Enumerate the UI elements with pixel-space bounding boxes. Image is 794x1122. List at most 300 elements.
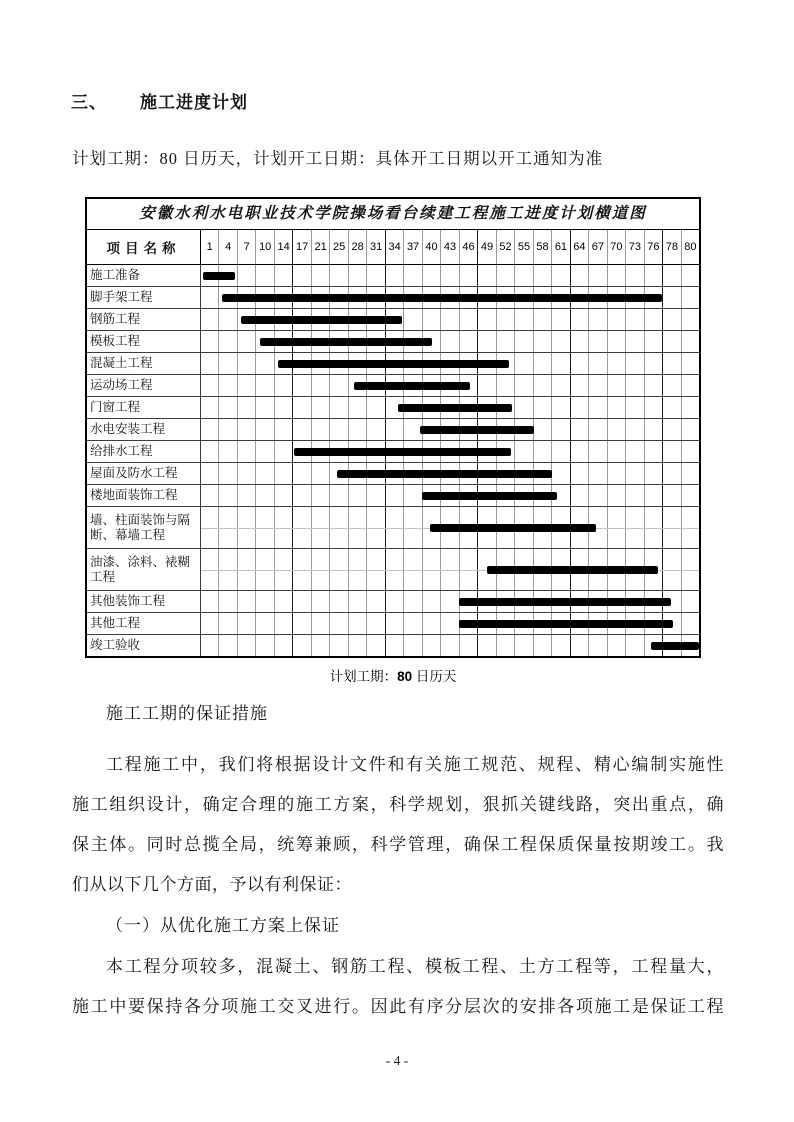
grid-cell bbox=[218, 441, 236, 462]
grid-cell bbox=[477, 331, 495, 352]
gantt-bar-area bbox=[201, 265, 699, 286]
caption-suffix: 日历天 bbox=[412, 669, 457, 684]
grid-cell bbox=[366, 591, 384, 612]
grid-cell bbox=[366, 265, 384, 286]
grid-cell bbox=[440, 635, 458, 656]
grid-cell bbox=[551, 309, 569, 330]
day-tick-label: 52 bbox=[496, 230, 514, 264]
grid-cell bbox=[255, 635, 273, 656]
grid-cell bbox=[201, 397, 218, 418]
grid-cell bbox=[625, 419, 643, 440]
day-tick-label: 73 bbox=[625, 230, 643, 264]
grid-cell bbox=[201, 613, 218, 634]
grid-cell bbox=[201, 375, 218, 396]
grid-cell bbox=[570, 353, 588, 374]
gantt-bar bbox=[260, 338, 432, 346]
task-label: 给排水工程 bbox=[87, 441, 201, 462]
gantt-bar bbox=[459, 620, 673, 628]
grid-cell bbox=[274, 397, 292, 418]
grid-cell bbox=[403, 613, 421, 634]
grid-cell bbox=[274, 441, 292, 462]
grid-cell bbox=[274, 485, 292, 506]
grid-cell bbox=[570, 419, 588, 440]
day-tick-label: 80 bbox=[681, 230, 699, 264]
grid-cell bbox=[237, 265, 255, 286]
grid-cell bbox=[329, 613, 347, 634]
grid-cell bbox=[292, 635, 310, 656]
grid-cell bbox=[292, 265, 310, 286]
grid-cell bbox=[570, 397, 588, 418]
grid-cell bbox=[496, 635, 514, 656]
task-label: 其他工程 bbox=[87, 613, 201, 634]
grid-cell bbox=[385, 591, 403, 612]
grid-cell bbox=[607, 309, 625, 330]
grid-cell bbox=[292, 463, 310, 484]
gantt-task-row bbox=[87, 506, 699, 548]
grid-cell bbox=[607, 353, 625, 374]
grid-cell bbox=[385, 419, 403, 440]
grid-cell bbox=[237, 397, 255, 418]
grid-cell bbox=[662, 397, 680, 418]
grid-cell bbox=[237, 591, 255, 612]
grid-cell bbox=[403, 265, 421, 286]
gantt-bar-area bbox=[201, 635, 699, 656]
gantt-bar-area bbox=[201, 287, 699, 308]
grid-cell bbox=[366, 485, 384, 506]
gantt-bar bbox=[241, 316, 402, 324]
grid-cell bbox=[422, 265, 440, 286]
grid-cell bbox=[440, 265, 458, 286]
grid-cell bbox=[662, 463, 680, 484]
task-label: 墙、柱面装饰与隔断、幕墙工程 bbox=[87, 507, 201, 548]
grid-cell bbox=[311, 397, 329, 418]
grid-cell bbox=[662, 375, 680, 396]
grid-cell bbox=[681, 613, 699, 634]
task-label: 施工准备 bbox=[87, 265, 201, 286]
grid-cell bbox=[255, 485, 273, 506]
task-label: 水电安装工程 bbox=[87, 419, 201, 440]
grid-cell bbox=[218, 463, 236, 484]
grid-cell bbox=[588, 485, 606, 506]
grid-cell bbox=[570, 331, 588, 352]
grid-cell bbox=[496, 375, 514, 396]
day-tick-label: 34 bbox=[385, 230, 403, 264]
grid-cell bbox=[459, 635, 477, 656]
day-tick-label: 58 bbox=[533, 230, 551, 264]
grid-cell bbox=[366, 635, 384, 656]
grid-cell bbox=[570, 441, 588, 462]
grid-cell bbox=[366, 419, 384, 440]
grid-cell bbox=[625, 375, 643, 396]
grid-cell bbox=[255, 613, 273, 634]
grid-cell bbox=[607, 375, 625, 396]
section-title: 施工进度计划 bbox=[140, 93, 248, 112]
grid-cell bbox=[274, 635, 292, 656]
grid-cell bbox=[514, 353, 532, 374]
grid-cell bbox=[237, 635, 255, 656]
gantt-caption bbox=[85, 665, 701, 685]
grid-cell bbox=[201, 591, 218, 612]
grid-cell bbox=[625, 309, 643, 330]
grid-cell bbox=[385, 635, 403, 656]
task-label: 竣工验收 bbox=[87, 635, 201, 656]
grid-cell bbox=[681, 331, 699, 352]
grid-cell bbox=[514, 441, 532, 462]
grid-cell bbox=[625, 397, 643, 418]
grid-cell bbox=[588, 441, 606, 462]
grid-cell bbox=[681, 287, 699, 308]
gantt-task-row bbox=[87, 634, 699, 656]
gantt-task-row bbox=[87, 612, 699, 634]
day-tick-label: 7 bbox=[237, 230, 255, 264]
grid-cell bbox=[625, 265, 643, 286]
task-label: 其他装饰工程 bbox=[87, 591, 201, 612]
grid-cell bbox=[644, 309, 662, 330]
grid-cell bbox=[681, 463, 699, 484]
day-axis bbox=[201, 230, 699, 264]
grid-cell bbox=[201, 463, 218, 484]
grid-cell bbox=[496, 331, 514, 352]
text-line: 保主体。同时总揽全局，统筹兼顾，科学管理，确保工程保质保量按期竣工。我 bbox=[72, 835, 724, 854]
day-tick-label: 25 bbox=[329, 230, 347, 264]
day-tick-label: 21 bbox=[311, 230, 329, 264]
grid-cell bbox=[477, 635, 495, 656]
grid-cell bbox=[588, 353, 606, 374]
grid-cell bbox=[607, 397, 625, 418]
grid-cell bbox=[311, 635, 329, 656]
gantt-bar bbox=[294, 448, 511, 456]
grid-cell bbox=[607, 331, 625, 352]
grid-cell bbox=[218, 485, 236, 506]
grid-cell bbox=[237, 419, 255, 440]
grid-cell bbox=[459, 331, 477, 352]
grid-cell bbox=[588, 265, 606, 286]
gantt-bar-area bbox=[201, 463, 699, 484]
gantt-bar-area bbox=[201, 549, 699, 590]
day-tick-label: 1 bbox=[206, 241, 213, 253]
day-tick-label: 14 bbox=[274, 230, 292, 264]
task-label: 脚手架工程 bbox=[87, 287, 201, 308]
grid-cell bbox=[533, 309, 551, 330]
day-tick-label: 67 bbox=[588, 230, 606, 264]
sub-heading: （一）从优化施工方案上保证 bbox=[106, 916, 340, 935]
grid-cell bbox=[625, 463, 643, 484]
day-tick-label: 31 bbox=[366, 230, 384, 264]
grid-cell bbox=[274, 419, 292, 440]
grid-cell bbox=[201, 485, 218, 506]
grid-cell bbox=[255, 463, 273, 484]
grid-cell bbox=[422, 613, 440, 634]
caption-prefix: 计划工期： bbox=[329, 669, 398, 684]
grid-cell bbox=[348, 397, 366, 418]
day-tick-label: 17 bbox=[292, 230, 310, 264]
grid-cell bbox=[329, 375, 347, 396]
grid-cell bbox=[570, 265, 588, 286]
grid-cell bbox=[570, 463, 588, 484]
text-line: 们从以下几个方面，予以有利保证： bbox=[72, 875, 352, 894]
grid-cell bbox=[385, 613, 403, 634]
grid-cell bbox=[551, 419, 569, 440]
grid-cell bbox=[440, 309, 458, 330]
grid-cell bbox=[201, 441, 218, 462]
grid-cell bbox=[218, 331, 236, 352]
grid-cell bbox=[681, 485, 699, 506]
grid-cell bbox=[514, 397, 532, 418]
grid-cell bbox=[201, 419, 218, 440]
grid-cell bbox=[662, 331, 680, 352]
grid-cell bbox=[329, 265, 347, 286]
day-tick-label: 70 bbox=[607, 230, 625, 264]
gantt-bar-area bbox=[201, 375, 699, 396]
task-label: 门窗工程 bbox=[87, 397, 201, 418]
grid-cell bbox=[514, 309, 532, 330]
grid-cell bbox=[237, 331, 255, 352]
text-line: 工程施工中，我们将根据设计文件和有关施工规范、规程、精心编制实施性 bbox=[106, 755, 724, 774]
grid-cell bbox=[644, 397, 662, 418]
day-tick-label: 40 bbox=[422, 230, 440, 264]
gantt-task-row bbox=[87, 352, 699, 374]
grid-cell bbox=[459, 309, 477, 330]
page-number: - 4 - bbox=[385, 1053, 409, 1068]
grid-cell bbox=[348, 613, 366, 634]
grid-cell bbox=[681, 353, 699, 374]
gantt-task-row bbox=[87, 418, 699, 440]
grid-cell bbox=[644, 441, 662, 462]
day-tick-label: 55 bbox=[514, 230, 532, 264]
grid-cell bbox=[403, 635, 421, 656]
grid-cell bbox=[292, 419, 310, 440]
body-paragraph-1 bbox=[72, 745, 724, 905]
grid-cell bbox=[551, 635, 569, 656]
grid-cell bbox=[588, 397, 606, 418]
grid-cell bbox=[681, 419, 699, 440]
grid-cell bbox=[403, 485, 421, 506]
grid-cell bbox=[681, 309, 699, 330]
grid-cell bbox=[218, 419, 236, 440]
grid-cell bbox=[588, 309, 606, 330]
grid-cell bbox=[237, 463, 255, 484]
grid-cell bbox=[311, 485, 329, 506]
gantt-rows bbox=[87, 265, 699, 656]
grid-cell bbox=[237, 613, 255, 634]
grid-cell bbox=[440, 331, 458, 352]
grid-cell bbox=[551, 397, 569, 418]
grid-cell bbox=[662, 287, 680, 308]
gantt-task-row bbox=[87, 265, 699, 286]
grid-cell bbox=[255, 265, 273, 286]
grid-cell bbox=[662, 353, 680, 374]
grid-cell bbox=[440, 613, 458, 634]
grid-cell bbox=[570, 375, 588, 396]
task-label: 模板工程 bbox=[87, 331, 201, 352]
grid-cell bbox=[570, 485, 588, 506]
grid-cell bbox=[662, 309, 680, 330]
grid-cell bbox=[459, 265, 477, 286]
gantt-bar bbox=[398, 404, 511, 412]
grid-cell bbox=[588, 463, 606, 484]
grid-cell bbox=[237, 375, 255, 396]
grid-cell bbox=[625, 441, 643, 462]
grid-cell bbox=[514, 635, 532, 656]
grid-cell bbox=[644, 419, 662, 440]
grid-cell bbox=[607, 463, 625, 484]
grid-cell bbox=[551, 463, 569, 484]
grid-cell bbox=[681, 591, 699, 612]
grid-cell bbox=[551, 441, 569, 462]
grid-cell bbox=[274, 591, 292, 612]
task-label: 楼地面装饰工程 bbox=[87, 485, 201, 506]
grid-cell bbox=[551, 353, 569, 374]
gantt-bar bbox=[278, 360, 509, 368]
gantt-bar-area bbox=[201, 397, 699, 418]
gantt-bar bbox=[337, 470, 552, 478]
gantt-bar bbox=[430, 524, 596, 532]
grid-cell bbox=[237, 485, 255, 506]
grid-cell bbox=[533, 331, 551, 352]
grid-cell bbox=[681, 441, 699, 462]
grid-cell bbox=[440, 591, 458, 612]
grid-cell bbox=[403, 309, 421, 330]
grid-cell bbox=[644, 485, 662, 506]
day-tick-label: 64 bbox=[570, 230, 588, 264]
grid-cell bbox=[607, 265, 625, 286]
section-number: 三、 bbox=[71, 93, 107, 112]
grid-cell bbox=[533, 353, 551, 374]
grid-cell bbox=[218, 591, 236, 612]
grid-cell bbox=[644, 265, 662, 286]
grid-cell bbox=[422, 309, 440, 330]
gantt-bar bbox=[222, 294, 662, 302]
grid-cell bbox=[255, 419, 273, 440]
grid-cell bbox=[662, 265, 680, 286]
grid-cell bbox=[292, 613, 310, 634]
grid-cell bbox=[274, 265, 292, 286]
day-tick-label: 61 bbox=[551, 230, 569, 264]
gantt-bar-area bbox=[201, 507, 699, 548]
gantt-task-row bbox=[87, 484, 699, 506]
grid-cell bbox=[385, 265, 403, 286]
gantt-bar-area bbox=[201, 353, 699, 374]
grid-cell bbox=[311, 591, 329, 612]
measures-heading: 施工工期的保证措施 bbox=[106, 704, 268, 723]
grid-cell bbox=[311, 463, 329, 484]
grid-cell bbox=[201, 331, 218, 352]
text-line: 本工程分项较多，混凝土、钢筋工程、模板工程、土方工程等，工程量大， bbox=[106, 957, 724, 976]
task-label: 屋面及防水工程 bbox=[87, 463, 201, 484]
grid-cell bbox=[255, 375, 273, 396]
day-tick-label: 37 bbox=[403, 230, 421, 264]
grid-cell bbox=[311, 419, 329, 440]
grid-cell bbox=[255, 353, 273, 374]
grid-cell bbox=[681, 397, 699, 418]
grid-cell bbox=[255, 591, 273, 612]
grid-cell bbox=[201, 353, 218, 374]
grid-cell bbox=[662, 485, 680, 506]
grid-cell bbox=[329, 591, 347, 612]
grid-cell bbox=[681, 265, 699, 286]
gantt-bar-area bbox=[201, 309, 699, 330]
gantt-task-row bbox=[87, 330, 699, 352]
grid-cell bbox=[274, 375, 292, 396]
task-label: 油漆、涂料、裱糊工程 bbox=[87, 549, 201, 590]
grid-cell bbox=[329, 635, 347, 656]
gantt-table bbox=[85, 197, 701, 658]
grid-cell bbox=[607, 485, 625, 506]
grid-cell bbox=[292, 485, 310, 506]
gantt-task-row bbox=[87, 308, 699, 330]
grid-cell bbox=[496, 309, 514, 330]
day-tick-label: 78 bbox=[662, 230, 680, 264]
day-tick-label: 76 bbox=[644, 230, 662, 264]
grid-cell bbox=[551, 331, 569, 352]
grid-cell bbox=[477, 309, 495, 330]
grid-cell bbox=[533, 375, 551, 396]
day-tick-label: 10 bbox=[255, 230, 273, 264]
grid-cell bbox=[588, 419, 606, 440]
grid-cell bbox=[403, 591, 421, 612]
grid-cell bbox=[274, 463, 292, 484]
gantt-task-row bbox=[87, 462, 699, 484]
gantt-bar-area bbox=[201, 613, 699, 634]
task-label: 钢筋工程 bbox=[87, 309, 201, 330]
grid-cell bbox=[348, 265, 366, 286]
gantt-bar-area bbox=[201, 591, 699, 612]
grid-cell bbox=[533, 441, 551, 462]
body-paragraph-2 bbox=[72, 947, 724, 1027]
grid-cell bbox=[348, 591, 366, 612]
grid-cell bbox=[625, 353, 643, 374]
day-tick-label: 28 bbox=[348, 230, 366, 264]
grid-cell bbox=[570, 309, 588, 330]
grid-cell bbox=[551, 265, 569, 286]
grid-cell bbox=[366, 397, 384, 418]
day-tick-label: 49 bbox=[477, 230, 495, 264]
grid-cell bbox=[422, 591, 440, 612]
project-name-header: 项目名称 bbox=[87, 230, 201, 264]
grid-cell bbox=[625, 331, 643, 352]
grid-cell bbox=[385, 485, 403, 506]
grid-cell bbox=[533, 397, 551, 418]
text-line: 施工中要保持各分项施工交叉进行。因此有序分层次的安排各项施工是保证工程 bbox=[72, 997, 724, 1016]
gantt-bar bbox=[459, 598, 671, 606]
gantt-task-row bbox=[87, 374, 699, 396]
grid-cell bbox=[348, 419, 366, 440]
gantt-header-row bbox=[87, 230, 699, 265]
grid-cell bbox=[607, 419, 625, 440]
grid-cell bbox=[201, 635, 218, 656]
grid-cell bbox=[329, 485, 347, 506]
grid-cell bbox=[292, 397, 310, 418]
gantt-task-row bbox=[87, 548, 699, 590]
grid-cell bbox=[292, 375, 310, 396]
section-heading bbox=[71, 90, 794, 116]
intro-paragraph: 计划工期：80 日历天，计划开工日期：具体开工日期以开工通知为准 bbox=[72, 149, 604, 168]
grid-cell bbox=[218, 353, 236, 374]
grid-cell bbox=[625, 485, 643, 506]
grid-cell bbox=[681, 375, 699, 396]
grid-cell bbox=[292, 591, 310, 612]
grid-cell bbox=[644, 353, 662, 374]
grid-cell bbox=[348, 635, 366, 656]
grid-cell bbox=[533, 635, 551, 656]
grid-cell bbox=[607, 441, 625, 462]
grid-cell bbox=[625, 635, 643, 656]
grid-cell bbox=[662, 419, 680, 440]
gantt-task-row bbox=[87, 590, 699, 612]
gantt-task-row bbox=[87, 396, 699, 418]
gantt-bar bbox=[487, 566, 659, 574]
grid-cell bbox=[201, 287, 218, 308]
